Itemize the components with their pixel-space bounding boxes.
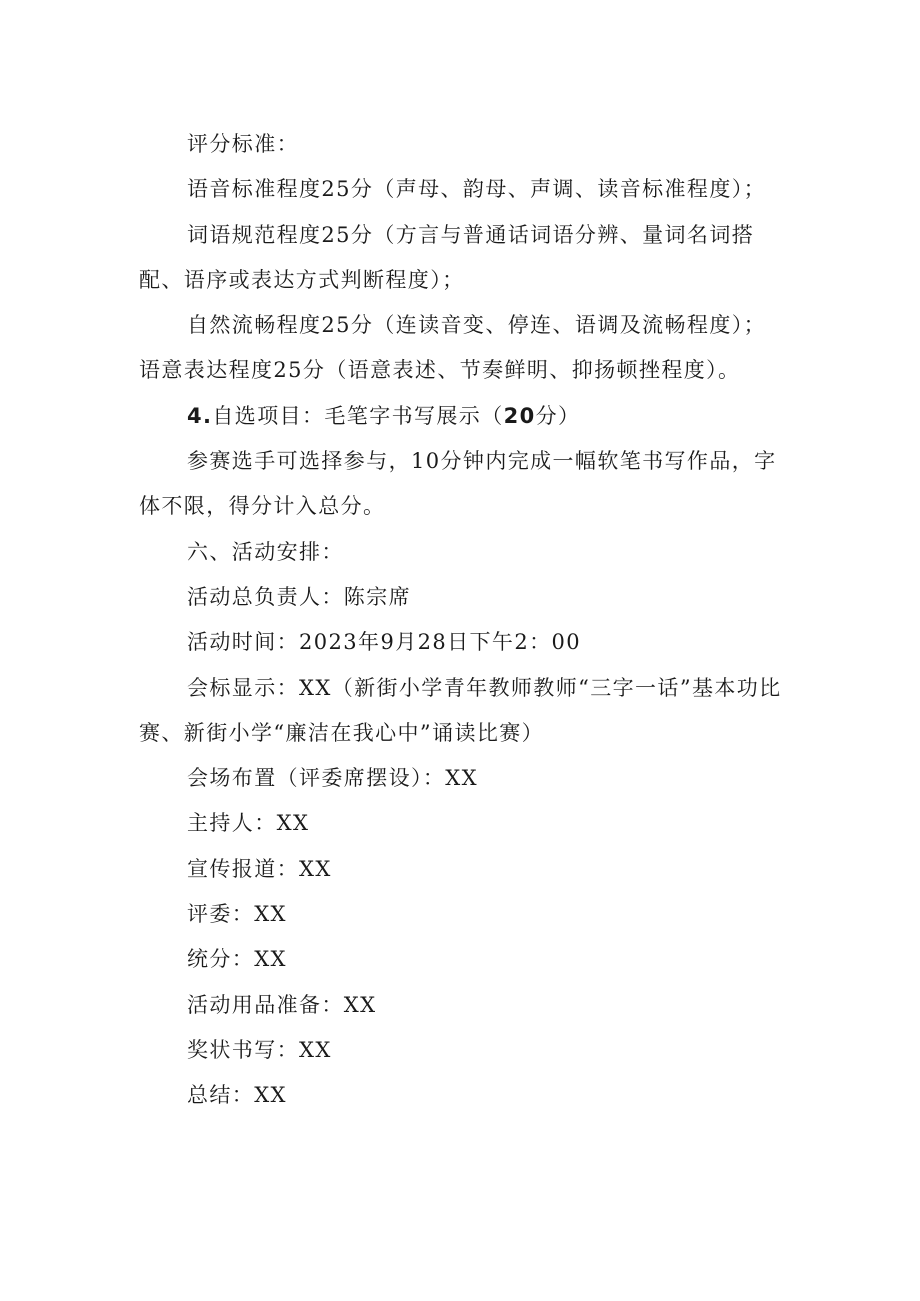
item-4-number: 4.: [187, 403, 213, 428]
activity-time: 活动时间：2023年9月28日下午2：00: [187, 630, 582, 655]
venue-setup: 会场布置（评委席摆设）：XX: [187, 766, 478, 791]
expression-criterion: 语意表达程度25分（语意表述、节奏鲜明、抑扬顿挫程度）。: [139, 358, 741, 383]
host: 主持人：XX: [187, 811, 310, 836]
pronunciation-criterion: 语音标准程度25分（声母、韵母、声调、读音标准程度）；: [187, 177, 767, 202]
fluency-criterion: 自然流畅程度25分（连读音变、停连、语调及流畅程度）；: [187, 313, 767, 338]
certificate-writing: 奖状书写：XX: [187, 1037, 332, 1062]
item-4-heading: [139, 394, 787, 439]
activity-lead: 活动总负责人：陈宗席: [187, 584, 411, 609]
vocabulary-criterion: 词语规范程度25分（方言与普通话词语分辨、量词名词搭配、语序或表达方式判断程度）；: [139, 222, 755, 292]
publicity: 宣传报道：XX: [187, 856, 332, 881]
supplies: 活动用品准备：XX: [187, 992, 377, 1017]
banner-display: 会标显示：XX（新街小学青年教师教师“三字一话”基本功比赛、新街小学“廉洁在我心中”诵读比赛）: [139, 675, 782, 745]
judges: 评委：XX: [187, 902, 287, 927]
item-4-description: 参赛选手可选择参与，10分钟内完成一幅软笔书写作品，字体不限，得分计入总分。: [139, 449, 777, 519]
section-6-heading: 六、活动安排：: [187, 539, 344, 564]
item-4-title: 自选项目：毛笔字书写展示（: [212, 403, 504, 428]
scoring-criteria-heading: 评分标准：: [187, 132, 299, 156]
document-body: [139, 122, 787, 1119]
item-4-score: 20: [503, 403, 536, 428]
summary: 总结：XX: [187, 1083, 287, 1108]
scoring-tally: 统分：XX: [187, 947, 287, 972]
item-4-suffix: 分）: [535, 403, 581, 428]
